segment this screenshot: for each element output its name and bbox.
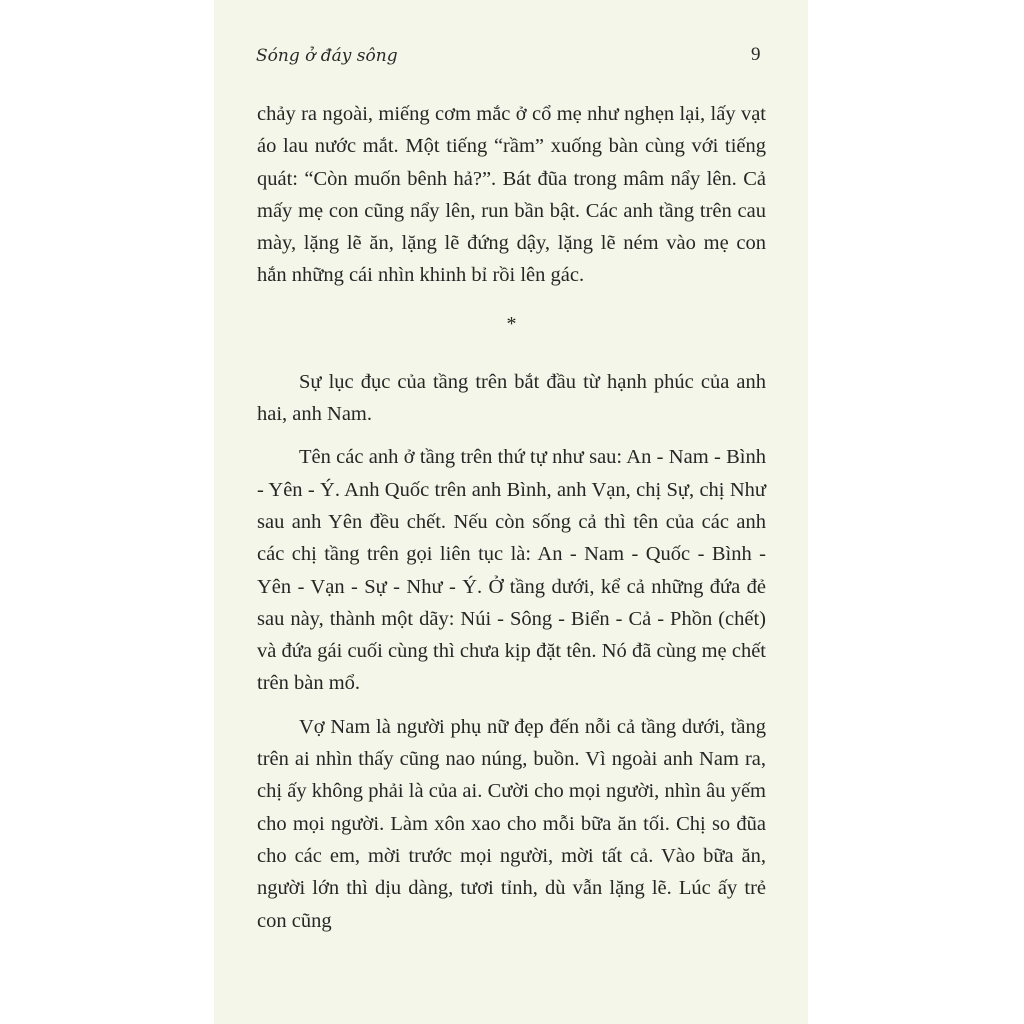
paragraph: Sự lục đục của tầng trên bắt đầu từ hạnh phúc của anh hai, anh Nam. bbox=[257, 370, 766, 426]
paragraph: Vợ Nam là người phụ nữ đẹp đến nỗi cả tầng dưới, tầng trên ai nhìn thấy cũng nao núng, buồn. Vì ngoài anh Nam ra, chị ấy không phải là của ai. Cười cho mọi người, nhìn âu yếm cho mọi người. Làm xôn xao cho mỗi bữa ăn tối. Chị so đũa cho các em, mời trước mọi người, mời tất cả. Vào bữa ăn, người lớn thì dịu dàng, tươi tỉnh, dù vẫn lặng lẽ. Lúc ấy trẻ con cũng bbox=[257, 715, 766, 932]
paragraph: Tên các anh ở tầng trên thứ tự như sau: An - Nam - Bình - Yên - Ý. Anh Quốc trên anh Bình, anh Vạn, chị Sự, chị Như sau anh Yên đều chết. Nếu còn sống cả thì tên của các anh các chị tầng trên gọi liên tục là: An - Nam - Quốc - Bình - Yên - Vạn - Sự - Như - Ý. Ở tầng dưới, kể cả những đứa đẻ sau này, thành một dãy: Núi - Sông - Biển - Cả - Phồn (chết) và đứa gái cuối cùng thì chưa kịp đặt tên. Nó đã cùng mẹ chết trên bàn mổ. bbox=[257, 446, 766, 695]
book-page bbox=[214, 0, 808, 1024]
paragraph: chảy ra ngoài, miếng cơm mắc ở cổ mẹ như nghẹn lại, lấy vạt áo lau nước mắt. Một tiếng “rầm” xuống bàn cùng với tiếng quát: “Còn muốn bênh hả?”. Bát đũa trong mâm nẩy lên. Cả mấy mẹ con cũng nẩy lên, run bần bật. Các anh tầng trên cau mày, lặng lẽ ăn, lặng lẽ đứng dậy, lặng lẽ ném vào mẹ con hắn những cái nhìn khinh bỉ rồi lên gác. bbox=[257, 103, 766, 287]
page-number: 9 bbox=[751, 44, 761, 65]
body-text bbox=[257, 98, 766, 937]
section-separator: * bbox=[506, 312, 517, 335]
running-head: Sóng ở đáy sông bbox=[256, 46, 398, 66]
